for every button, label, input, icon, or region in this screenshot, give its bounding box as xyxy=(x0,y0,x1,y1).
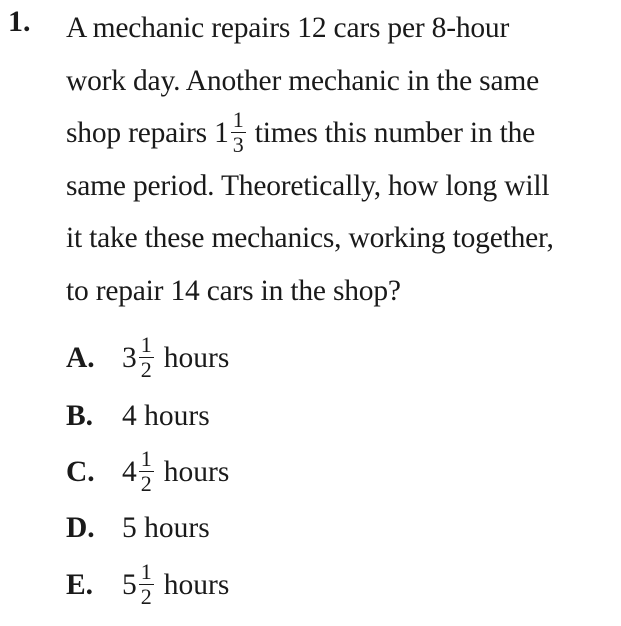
choice-unit: hours xyxy=(163,569,230,601)
fraction-denominator: 2 xyxy=(140,356,152,382)
choice-value: 4 hours xyxy=(122,400,210,432)
mixed-number-whole: 1 xyxy=(214,117,229,149)
choice-b[interactable] xyxy=(66,388,210,444)
fraction-numerator: 1 xyxy=(140,445,152,471)
stem-text: shop repairs xyxy=(66,117,215,149)
choice-value xyxy=(122,444,229,500)
choice-d[interactable] xyxy=(66,500,210,556)
mixed-number-whole: 3 xyxy=(122,342,137,374)
fraction-denominator: 3 xyxy=(232,131,244,157)
mixed-number-whole: 4 xyxy=(122,456,137,488)
choice-value xyxy=(122,557,229,613)
stem-line-with-fraction xyxy=(66,107,614,160)
stem-line: work day. Another mechanic in the same xyxy=(66,64,539,97)
fraction xyxy=(139,331,154,382)
question-number: 1. xyxy=(8,5,31,38)
choice-letter: D. xyxy=(66,512,95,544)
choice-e[interactable] xyxy=(66,557,229,613)
choice-c[interactable] xyxy=(66,444,229,500)
choice-letter: E. xyxy=(66,569,94,601)
choice-unit: hours xyxy=(163,456,230,488)
fraction-numerator: 1 xyxy=(140,331,152,357)
fraction xyxy=(231,106,246,157)
fraction xyxy=(139,558,154,609)
choice-a[interactable] xyxy=(66,330,229,386)
stem-text: times this number in the xyxy=(247,117,536,149)
question-stem xyxy=(66,2,614,317)
choice-unit: hours xyxy=(163,342,230,374)
stem-line: to repair 14 cars in the shop? xyxy=(66,274,401,307)
fraction-denominator: 2 xyxy=(140,583,152,609)
fraction-numerator: 1 xyxy=(232,106,244,132)
stem-line: same period. Theoretically, how long will xyxy=(66,169,550,202)
choice-letter: A. xyxy=(66,342,95,374)
fraction-numerator: 1 xyxy=(140,558,152,584)
stem-line: A mechanic repairs 12 cars per 8-hour xyxy=(66,12,510,44)
fraction-denominator: 2 xyxy=(140,470,152,496)
choice-value: 5 hours xyxy=(122,512,210,544)
mixed-number-whole: 5 xyxy=(122,569,137,601)
fraction xyxy=(139,445,154,496)
choice-letter: B. xyxy=(66,400,94,432)
choice-value xyxy=(122,330,229,386)
stem-line: it take these mechanics, working together, xyxy=(66,222,554,254)
choice-letter: C. xyxy=(66,456,95,488)
